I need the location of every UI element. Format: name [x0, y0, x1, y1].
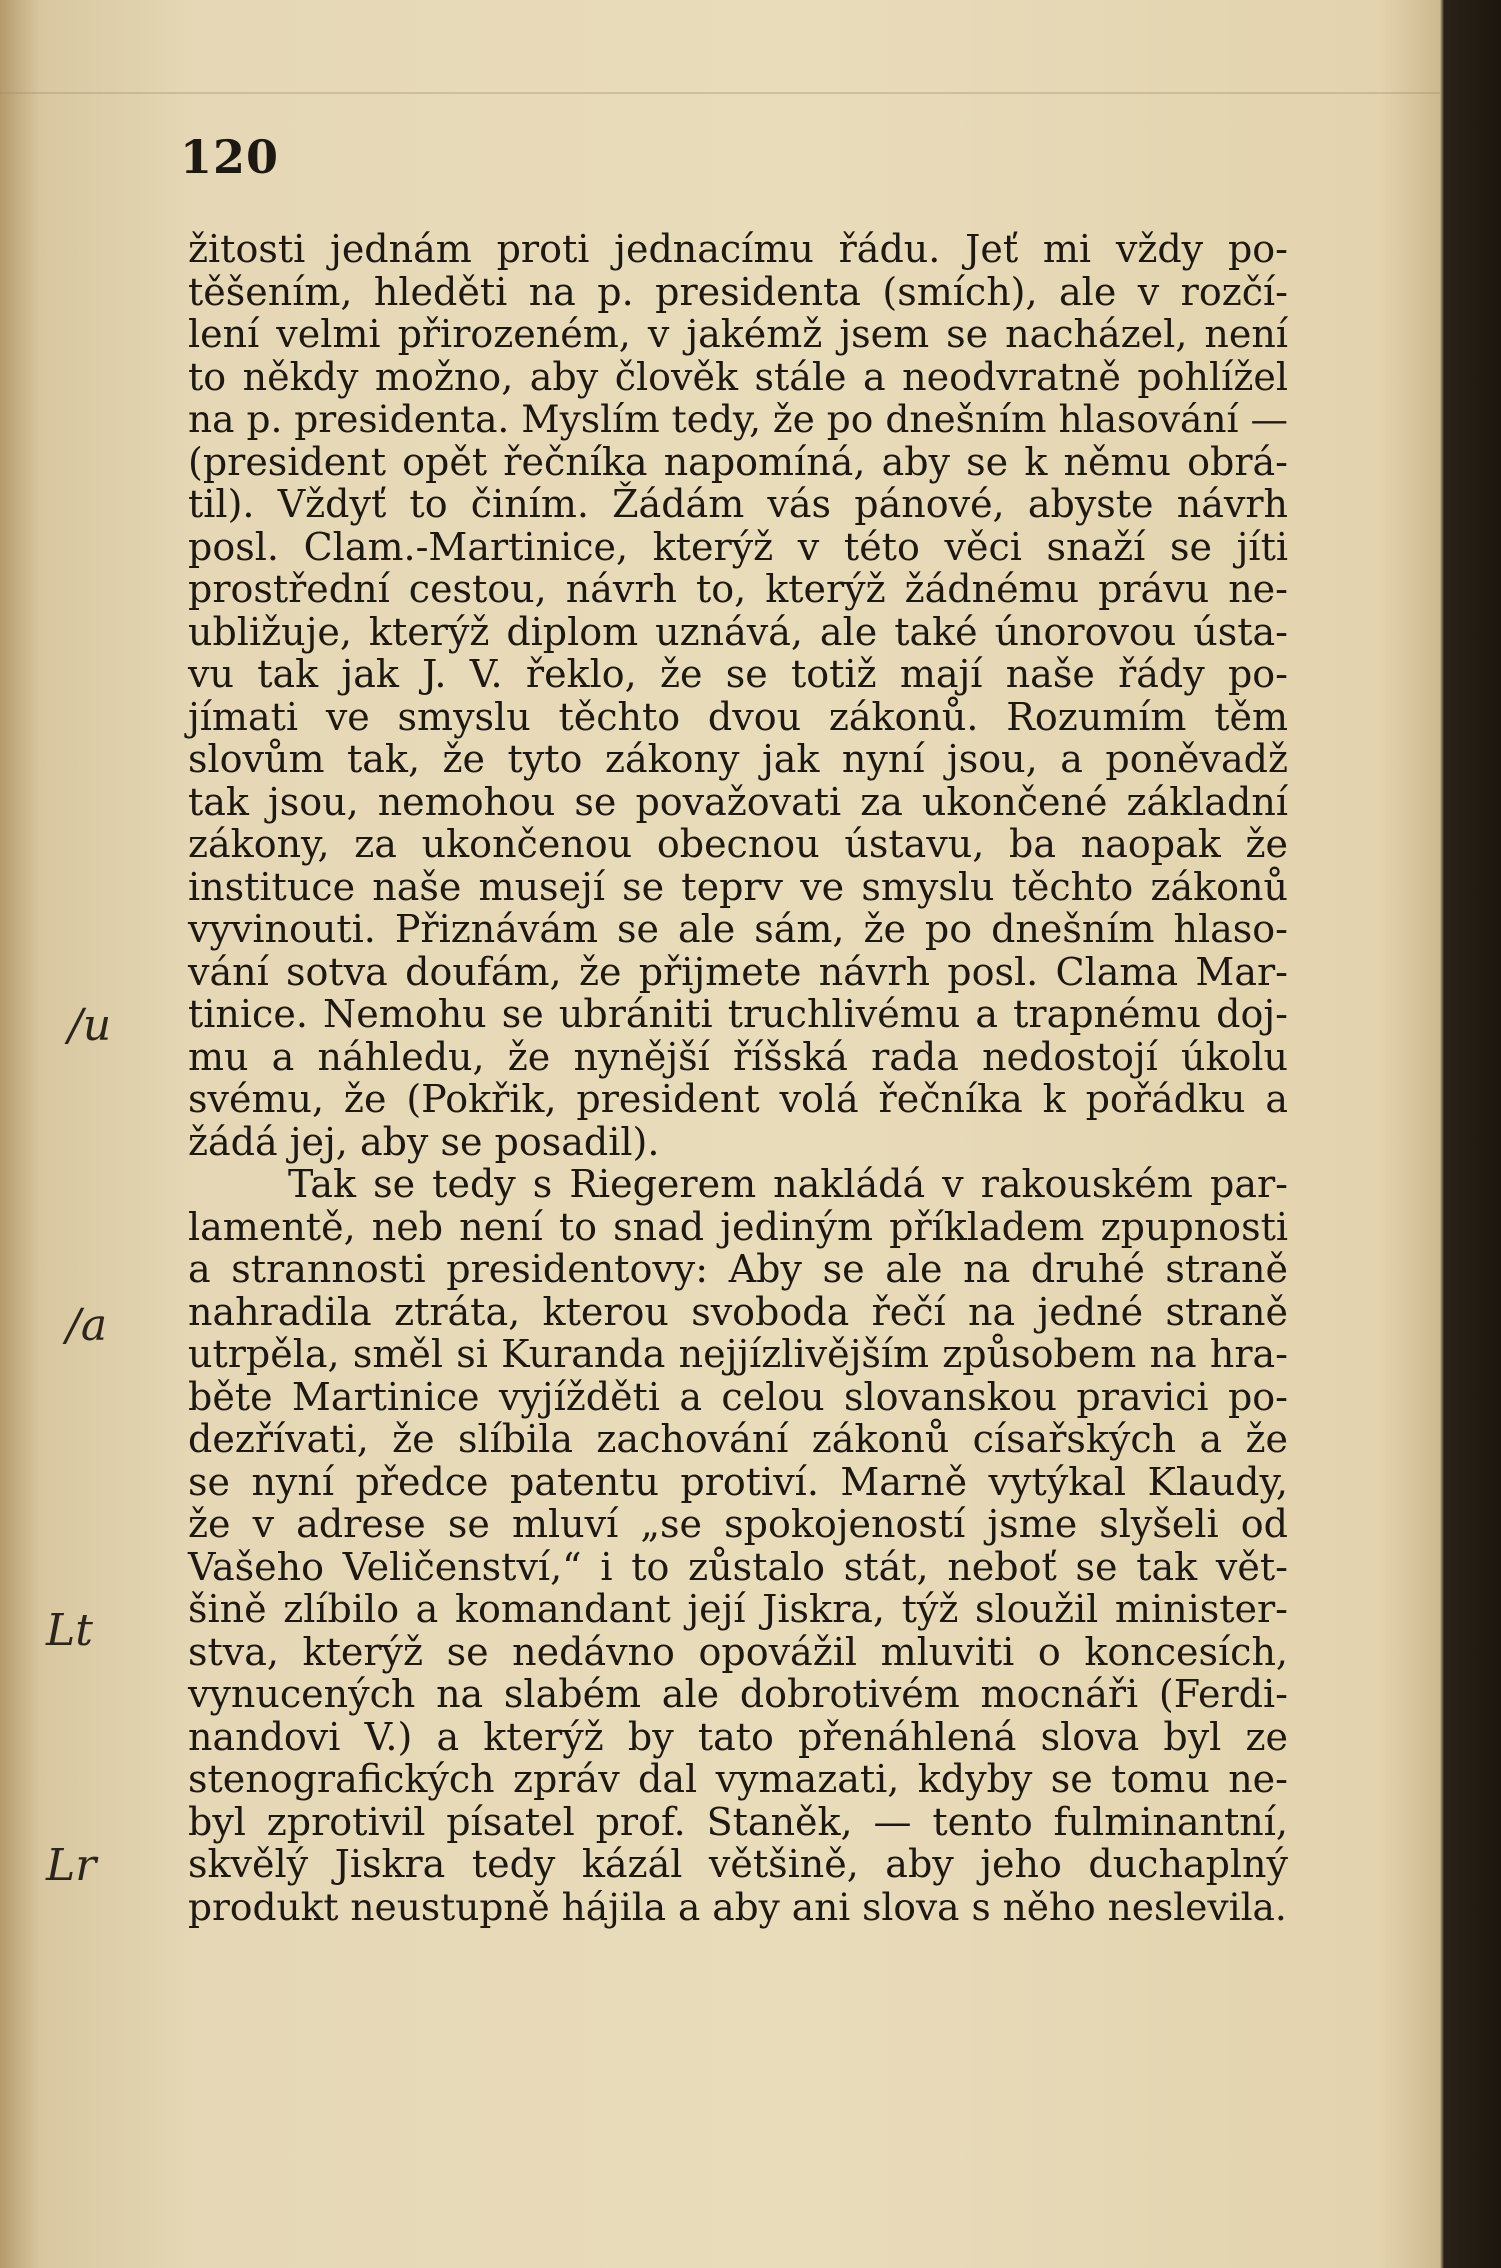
text-line: posl. Clam.-Martinice, kterýž v této věci snaží se jíti: [188, 524, 1288, 569]
text-line: běte Martinice vyjížděti a celou slovanskou pravici po-: [188, 1374, 1288, 1419]
handwritten-margin-note: /a: [66, 1300, 108, 1351]
text-line: lamentě, neb není to snad jediným příkladem zpupnosti: [188, 1204, 1288, 1249]
text-line: ubližuje, kterýž diplom uznává, ale také únorovou ústa-: [188, 609, 1288, 654]
text-line: to někdy možno, aby člověk stále a neodvratně pohlížel: [188, 354, 1288, 399]
text-line: se nyní předce patentu protiví. Marně vytýkal Klaudy,: [188, 1459, 1288, 1504]
text-line: Vašeho Veličenství,“ i to zůstalo stát, neboť se tak vět-: [188, 1544, 1288, 1589]
text-line: nahradila ztráta, kterou svoboda řečí na jedné straně: [188, 1289, 1288, 1334]
text-line: tak jsou, nemohou se považovati za ukončené základní: [188, 779, 1288, 824]
text-line: a strannosti presidentovy: Aby se ale na druhé straně: [188, 1247, 1288, 1291]
text-line: utrpěla, směl si Kuranda nejjízlivějším způsobem na hra-: [188, 1332, 1288, 1376]
handwritten-margin-note: /u: [68, 1000, 112, 1051]
text-line: produkt neustupně hájila a aby ani slova s něho neslevila.: [188, 1884, 1287, 1929]
text-line: slovům tak, že tyto zákony jak nyní jsou, a poněvadž: [188, 737, 1288, 781]
page-number: 120: [180, 130, 280, 184]
text-line: že v adrese se mluví „se spokojeností jsme slyšeli od: [188, 1502, 1288, 1546]
handwritten-margin-note: Lr: [46, 1840, 97, 1891]
text-line: žitosti jednám proti jednacímu řádu. Jeť mi vždy po-: [188, 227, 1288, 271]
text-line: prostřední cestou, návrh to, kterýž žádnému právu ne-: [188, 567, 1288, 611]
text-line: til). Vždyť to činím. Žádám vás pánové, abyste návrh: [188, 482, 1288, 526]
text-line: stva, kterýž se nedávno opovážil mluviti o koncesích,: [188, 1629, 1288, 1674]
text-line: instituce naše musejí se teprv ve smyslu těchto zákonů: [188, 864, 1288, 909]
text-line: svému, že (Pokřik, president volá řečníka k pořádku a: [188, 1077, 1288, 1121]
text-line: Tak se tedy s Riegerem nakládá v rakouském par-: [288, 1162, 1288, 1206]
text-line: byl zprotivil písatel prof. Staněk, — tento fulminantní,: [188, 1799, 1288, 1844]
text-line: lení velmi přirozeném, v jakémž jsem se nacházel, není: [188, 312, 1288, 356]
text-line: vynucených na slabém ale dobrotivém mocnáři (Ferdi-: [188, 1672, 1288, 1716]
text-line: vání sotva doufám, že přijmete návrh posl. Clama Mar-: [188, 949, 1288, 994]
text-line: skvělý Jiskra tedy kázál většině, aby jeho duchaplný: [188, 1842, 1288, 1886]
body-text: [188, 228, 1288, 1928]
text-line: tinice. Nemohu se ubrániti truchlivému a trapnému doj-: [188, 992, 1288, 1036]
text-line: stenografických zpráv dal vymazati, kdyby se tomu ne-: [188, 1757, 1288, 1801]
handwritten-margin-note: Lt: [46, 1605, 93, 1656]
text-line: na p. presidenta. Myslím tedy, že po dnešním hlasování —: [188, 397, 1288, 441]
text-line: jímati ve smyslu těchto dvou zákonů. Rozumím těm: [188, 694, 1288, 739]
text-line: (president opět řečníka napomíná, aby se k němu obrá-: [188, 439, 1288, 484]
text-line: mu a náhledu, že nynější říšská rada nedostojí úkolu: [188, 1034, 1288, 1079]
text-line: zákony, za ukončenou obecnou ústavu, ba naopak že: [188, 822, 1288, 866]
text-line: vyvinouti. Přiznávám se ale sám, že po dnešním hlaso-: [188, 907, 1288, 951]
text-line: dezřívati, že slíbila zachování zákonů císařských a že: [188, 1417, 1288, 1461]
text-line: nandovi V.) a kterýž by tato přenáhlená slova byl ze: [188, 1714, 1288, 1759]
text-line: vu tak jak J. V. řeklo, že se totiž mají naše řády po-: [188, 652, 1288, 696]
text-line: šině zlíbilo a komandant její Jiskra, týž sloužil minister-: [188, 1587, 1288, 1631]
page-edge-line: [0, 92, 1440, 94]
text-line: žádá jej, aby se posadil).: [188, 1119, 660, 1164]
text-line: těšením, hleděti na p. presidenta (smích), ale v rozčí-: [188, 269, 1288, 314]
